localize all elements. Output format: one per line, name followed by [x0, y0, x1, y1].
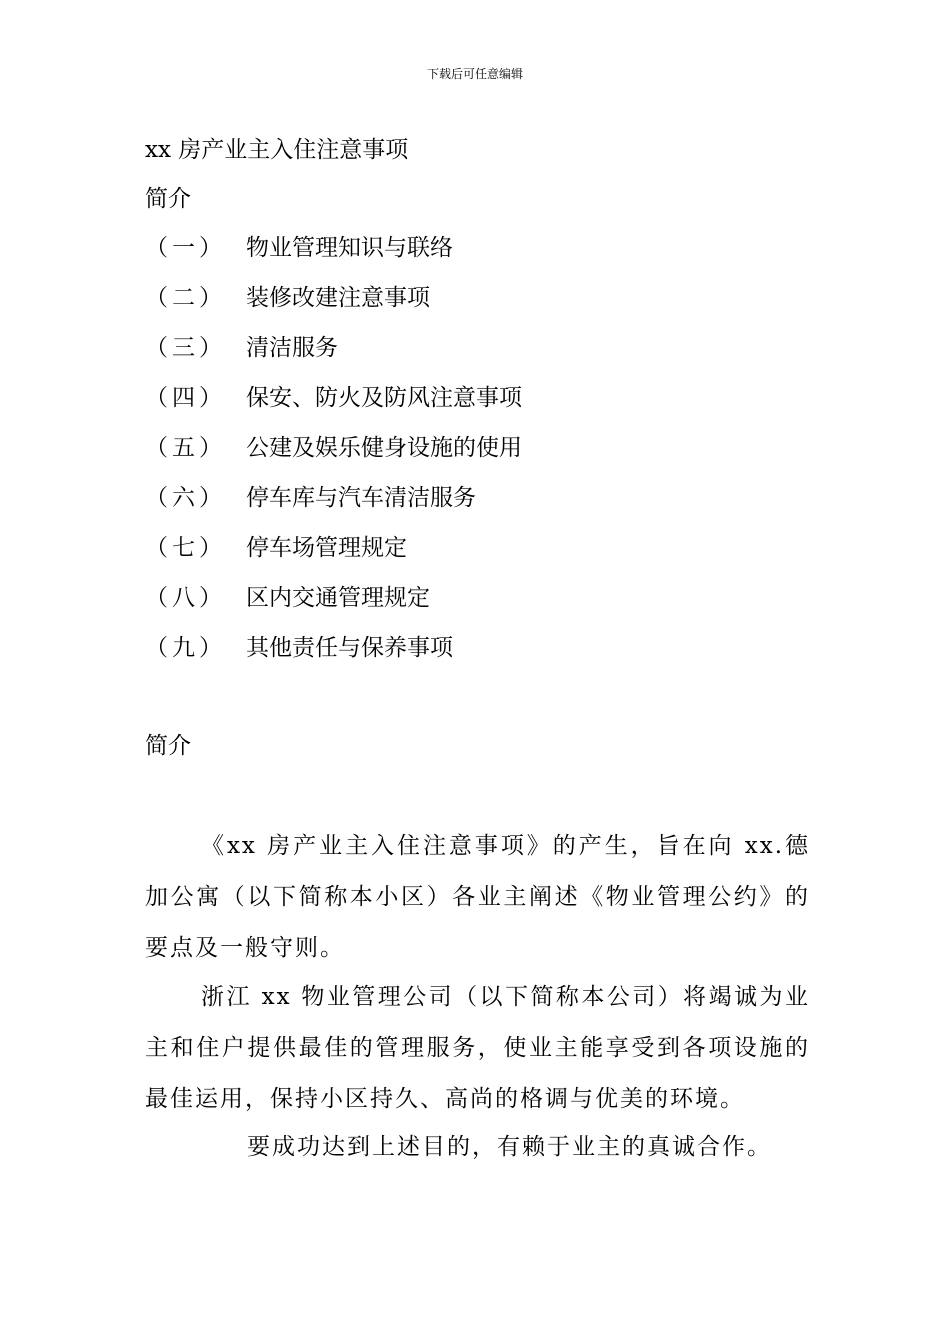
document-title: xx 房产业主入住注意事项 — [145, 137, 409, 163]
toc-item-number: （七） — [145, 535, 226, 561]
intro-heading-toc: 简介 — [145, 186, 191, 212]
table-of-contents — [145, 232, 805, 682]
toc-item-label: 停车库与汽车清洁服务 — [246, 485, 476, 511]
toc-item-label: 清洁服务 — [246, 335, 338, 361]
toc-item-number: （六） — [145, 485, 226, 511]
toc-item — [145, 232, 805, 282]
toc-item-label: 保安、防火及防风注意事项 — [246, 385, 522, 411]
toc-item-number: （一） — [145, 235, 226, 261]
intro-paragraph-3: 要成功达到上述目的，有赖于业主的真诚合作。 — [247, 1134, 772, 1160]
toc-item-label: 公建及娱乐健身设施的使用 — [246, 435, 522, 461]
toc-item — [145, 282, 805, 332]
toc-item — [145, 382, 805, 432]
toc-item — [145, 632, 805, 682]
toc-item — [145, 532, 805, 582]
toc-item-number: （三） — [145, 335, 226, 361]
header-note: 下载后可任意编辑 — [426, 67, 523, 81]
toc-item-number: （四） — [145, 385, 226, 411]
intro-heading: 简介 — [145, 733, 191, 759]
toc-item-number: （五） — [145, 435, 226, 461]
toc-item — [145, 332, 805, 382]
toc-item — [145, 582, 805, 632]
toc-item — [145, 432, 805, 482]
toc-item-label: 装修改建注意事项 — [246, 285, 430, 311]
toc-item-label: 物业管理知识与联络 — [246, 235, 453, 261]
intro-paragraph-1: 《xx 房产业主入住注意事项》的产生，旨在向 xx.德加公寓（以下简称本小区）各业主阐述《物业管理公约》的要点及一般守则。 — [145, 833, 810, 961]
toc-item — [145, 482, 805, 532]
intro-paragraph-2: 浙江 xx 物业管理公司（以下简称本公司）将竭诚为业主和住户提供最佳的管理服务，使业主能享受到各项设施的最佳运用，保持小区持久、高尚的格调与优美的环境。 — [145, 984, 810, 1112]
toc-item-label: 区内交通管理规定 — [246, 585, 430, 611]
toc-item-number: （九） — [145, 635, 226, 661]
toc-item-label: 其他责任与保养事项 — [246, 635, 453, 661]
toc-item-label: 停车场管理规定 — [246, 535, 407, 561]
toc-item-number: （八） — [145, 585, 226, 611]
toc-item-number: （二） — [145, 285, 226, 311]
